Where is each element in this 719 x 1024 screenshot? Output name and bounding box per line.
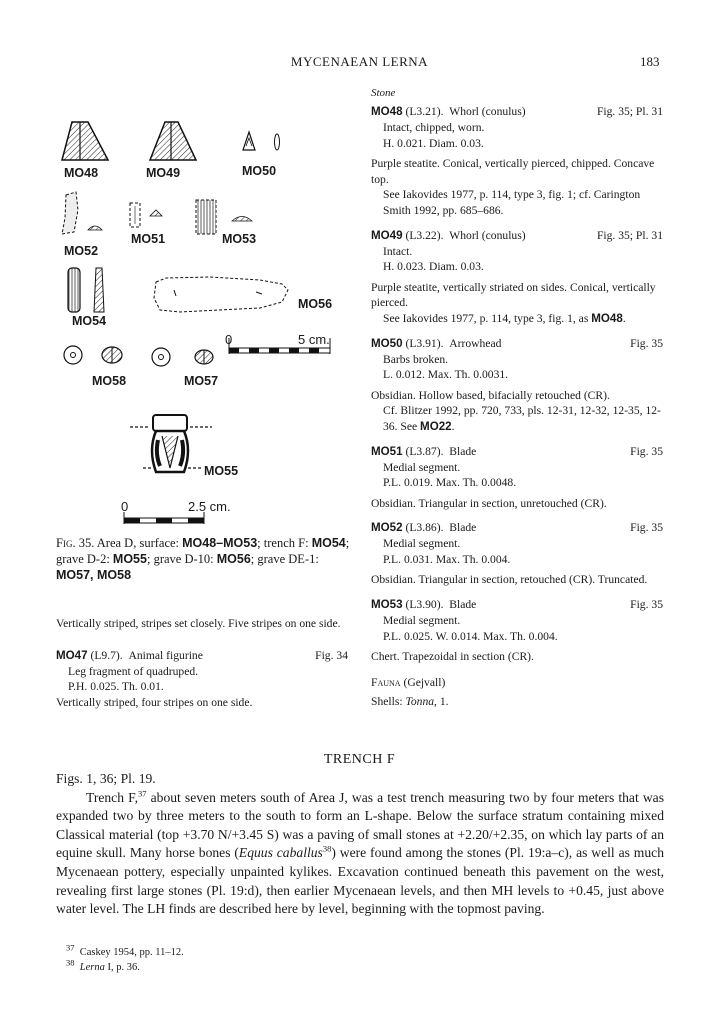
- mo48-detail-2: H. 0.021. Diam. 0.03.: [383, 136, 484, 150]
- mo47-description: Vertically striped, four stripes on one side.: [56, 695, 253, 709]
- shells-line: Shells: Tonna, 1.: [371, 695, 449, 709]
- running-header: MYCENAEAN LERNA: [290, 54, 429, 69]
- mo50-arrowhead-drawing: [243, 132, 280, 150]
- mo51-detail-2: P.L. 0.019. Max. Th. 0.0048.: [383, 476, 517, 490]
- footnotes: [66, 942, 184, 975]
- mo47-heading: MO47 (L9.7). Animal figurine Fig. 34: [56, 648, 348, 662]
- mo51-detail-1: Medial segment.: [383, 460, 461, 474]
- mo48-detail-1: Intact, chipped, worn.: [383, 121, 485, 134]
- mo49-detail-1: Intact.: [383, 244, 413, 258]
- mo48-reference: See Iakovides 1977, p. 114, type 3, fig. 1; cf. Carington Smith 1992, pp. 685–686.: [383, 188, 641, 217]
- footnote-38: $^{38}$ Lerna I, p. 36.: [66, 957, 140, 973]
- mo52-description: Obsidian. Triangular in section, retouched (CR). Truncated.: [371, 573, 648, 587]
- page-number: 183: [640, 54, 660, 69]
- footnote-37: $^{37}$ Caskey 1954, pp. 11–12.: [66, 942, 184, 958]
- mo50-detail-1: Barbs broken.: [383, 352, 449, 366]
- mo51-heading: MO51 (L3.87). Blade Fig. 35: [371, 444, 663, 458]
- mo51-description: Obsidian. Triangular in section, unretouched (CR).: [371, 496, 607, 510]
- mo50-detail-2: L. 0.012. Max. Th. 0.0031.: [383, 368, 509, 382]
- label-mo57: MO57: [184, 374, 219, 388]
- section-title-trench-f: TRENCH F: [323, 752, 396, 767]
- scale2-end: 2.5 cm.: [188, 499, 231, 514]
- mo52-detail-1: Medial segment.: [383, 537, 461, 551]
- scale2-start: 0: [121, 499, 129, 514]
- mo53-description: Chert. Trapezoidal in section (CR).: [371, 650, 534, 664]
- mo49-detail-2: H. 0.023. Diam. 0.03.: [383, 260, 484, 274]
- label-mo51: MO51: [131, 232, 166, 246]
- mo50-heading: MO50 (L3.91). Arrowhead Fig. 35: [371, 336, 663, 350]
- mo49-description: Purple steatite, vertically striated on sides. Conical, vertically pierced.: [371, 280, 656, 310]
- stone-heading: Stone: [371, 87, 396, 99]
- trench-paragraph: Trench F,$^{37}$ about seven meters south of Area J, was a test trench measuring two by four meters that was expanded two by three meters to the south to form an L-shape. Below the surface stratum containing mixed Classical material (top +3.70 N/+3.45 S) was a paving of small stones at +2.20/+2.35, on which lay parts of an equine skull. Many horse bones (Equus caballus$^{38}$) were found among the stones (Pl. 19:a–c), as well as much Mycenaean pottery, especially unpainted kylikes. Excavation continued beneath this pavement on the west, revealing first large stones (Pl. 19:d), then earlier Mycenaean levels, and then MH levels to +0.45, just above water level. The LH finds are described here by level, beginning with the topmost paving.: [56, 788, 664, 917]
- mo52-blade-drawing: [62, 192, 102, 234]
- mo50-reference: Cf. Blitzer 1992, pp. 720, 733, pls. 12-31, 12-32, 12-35, 12-36. See MO22.: [383, 404, 661, 433]
- label-mo55: MO55: [204, 464, 239, 478]
- mo48-heading: MO48 (L3.21). Whorl (conulus) Fig. 35; Pl. 31: [371, 105, 663, 118]
- mo49-reference: See Iakovides 1977, p. 114, type 3, fig. 1, as MO48.: [383, 311, 626, 325]
- mo53-detail-2: P.L. 0.025. W. 0.014. Max. Th. 0.004.: [383, 629, 558, 643]
- trench-f-body: [56, 770, 664, 919]
- stripes-paragraph: Vertically striped, stripes set closely. Five stripes on one side.: [56, 617, 341, 630]
- label-mo56: MO56: [298, 297, 333, 311]
- mo52-heading: MO52 (L3.86). Blade Fig. 35: [371, 521, 663, 535]
- figure-caption: Fig. 35. Area D, surface: MO48–MO53; trench F: MO54; grave D-2: MO55; grave D-10: MO56; grave DE-1: MO57, MO58: [56, 536, 350, 582]
- mo50-description: Obsidian. Hollow based, bifacially retouched (CR).: [371, 388, 610, 402]
- label-mo52: MO52: [64, 244, 99, 258]
- label-mo54: MO54: [72, 314, 107, 328]
- mo54-object-drawing: [68, 268, 104, 312]
- label-mo53: MO53: [222, 232, 257, 246]
- mo57-bead-drawing: [152, 348, 213, 366]
- mo48-description: Purple steatite. Conical, vertically pierced, chipped. Concave top.: [371, 157, 655, 186]
- mo49-heading: MO49 (L3.22). Whorl (conulus) Fig. 35; Pl. 31: [371, 228, 663, 242]
- mo56-object-drawing: [154, 277, 288, 312]
- label-mo49: MO49: [146, 166, 181, 180]
- trench-figs: Figs. 1, 36; Pl. 19.: [56, 771, 156, 786]
- mo55-object-drawing: [130, 415, 212, 472]
- label-mo58: MO58: [92, 374, 127, 388]
- mo49-whorl-drawing: [150, 122, 196, 160]
- mo47-detail-1: Leg fragment of quadruped.: [68, 664, 199, 678]
- scale1-end: 5 cm.: [298, 332, 330, 347]
- label-mo50: MO50: [242, 164, 277, 178]
- right-column: [371, 86, 663, 710]
- mo53-detail-1: Medial segment.: [383, 614, 461, 628]
- mo53-heading: MO53 (L3.90). Blade Fig. 35: [371, 598, 663, 612]
- mo58-bead-drawing: [64, 346, 122, 364]
- left-column: [56, 616, 348, 710]
- mo48-whorl-drawing: [62, 122, 108, 160]
- mo47-detail-2: P.H. 0.025. Th. 0.01.: [68, 680, 164, 694]
- fauna-heading: Fauna (Gejvall): [371, 675, 446, 689]
- mo53-blade-drawing: [196, 200, 252, 234]
- mo52-detail-2: P.L. 0.031. Max. Th. 0.004.: [383, 552, 511, 566]
- scale1-start: 0: [225, 332, 233, 347]
- mo51-blade-drawing: [130, 203, 162, 227]
- label-mo48: MO48: [64, 166, 99, 180]
